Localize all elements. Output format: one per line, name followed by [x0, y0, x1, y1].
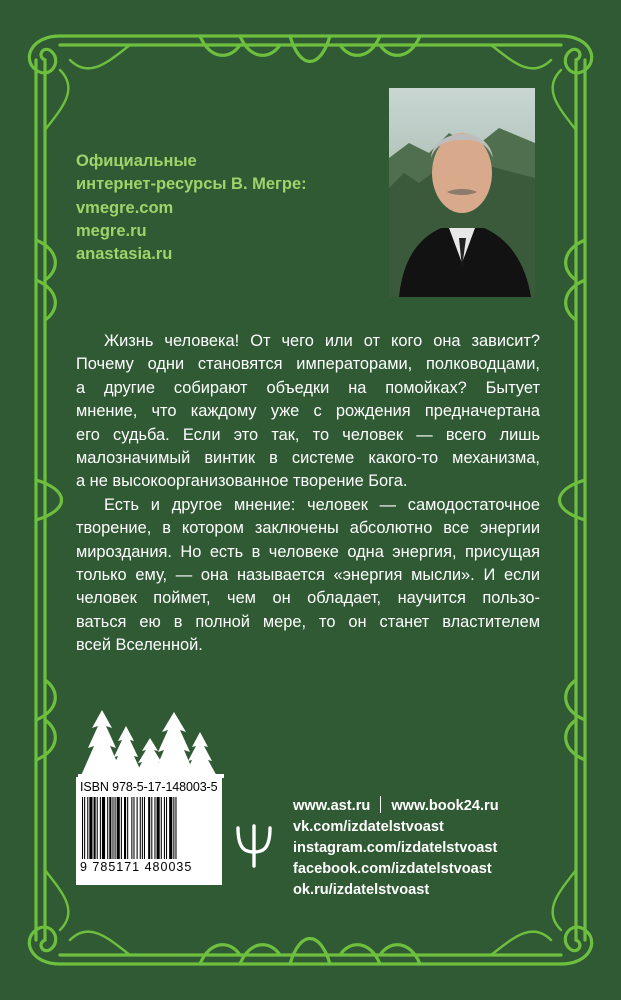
- text-line: а другие собирают объедки на помойках? Бытует: [76, 378, 540, 397]
- official-links: [76, 150, 376, 266]
- text-line: малозначимый винтик в системе какого-то механизма,: [76, 449, 540, 468]
- barcode-bar: [144, 797, 145, 859]
- barcode-bar: [164, 797, 165, 859]
- paragraph-2: [76, 494, 540, 658]
- barcode-bar: [166, 797, 167, 859]
- links-heading-line2: интернет-ресурсы В. Мегре:: [76, 175, 307, 194]
- text-line: а не высокоорганизованное творение Бога.: [76, 472, 408, 491]
- barcode-bar: [148, 797, 150, 859]
- text-line: всей Вселенной.: [76, 636, 203, 655]
- text-line: человек поймет, чем он обладает, научится пользо-: [76, 589, 540, 608]
- paragraph-1: [76, 330, 540, 494]
- barcode-bar: [131, 797, 132, 859]
- barcode-bar: [117, 797, 120, 859]
- barcode-bar: [169, 797, 172, 859]
- text-line: Жизнь человека! От чего или от кого она зависит?: [104, 332, 540, 350]
- annotation-text: [76, 330, 540, 658]
- barcode-bar: [127, 797, 128, 859]
- barcode-bar: [124, 797, 126, 859]
- barcode-bar: [175, 797, 176, 859]
- barcode-bar: [151, 797, 152, 859]
- link-vk[interactable]: vk.com/izdatelstvoast: [293, 819, 444, 835]
- link-facebook[interactable]: facebook.com/izdatelstvoast: [293, 861, 492, 877]
- barcode-bar: [142, 797, 143, 859]
- barcode-bar: [107, 797, 108, 859]
- text-line: мироздания. Но есть в человеке одна энергия, присущая: [76, 542, 540, 561]
- barcode: [80, 797, 218, 859]
- text-line: мнение, что каждому уже с рождения предначертана: [76, 402, 540, 421]
- fir-trees-icon: [78, 706, 224, 778]
- text-line: его судьба. Если это так, то человек — всего лишь: [76, 425, 540, 444]
- barcode-bar: [173, 797, 174, 859]
- link-anastasia[interactable]: anastasia.ru: [76, 245, 173, 264]
- barcode-bar: [140, 797, 141, 859]
- link-vmegre[interactable]: vmegre.com: [76, 198, 174, 217]
- publisher-links: [293, 796, 563, 901]
- barcode-bar: [112, 797, 113, 859]
- barcode-digits: 9 785171 480035: [80, 860, 193, 874]
- author-photo: [389, 88, 535, 297]
- barcode-bar: [94, 797, 96, 859]
- link-instagram[interactable]: instagram.com/izdatelstvoast: [293, 840, 498, 856]
- isbn-number: ISBN 978-5-17-148003-5: [80, 780, 218, 794]
- barcode-bar: [137, 797, 138, 859]
- barcode-bar: [100, 797, 101, 859]
- barcode-bar: [87, 797, 88, 859]
- barcode-bar: [115, 797, 116, 859]
- barcode-bar: [84, 797, 85, 859]
- link-megre[interactable]: megre.ru: [76, 221, 147, 240]
- divider: [380, 796, 381, 813]
- text-line: Есть и другое мнение: человек — самодостаточное: [104, 495, 540, 514]
- link-ok[interactable]: ok.ru/izdatelstvoast: [293, 882, 430, 898]
- barcode-bar: [154, 797, 155, 859]
- barcode-bar: [102, 797, 105, 859]
- publisher-sites-row: [293, 796, 563, 817]
- text-line: творение, в котором заключены абсолютно все энергии: [76, 519, 540, 538]
- barcode-bar: [157, 797, 160, 859]
- barcode-bar: [161, 797, 162, 859]
- isbn-barcode-block: [76, 777, 222, 885]
- barcode-bar: [82, 797, 83, 859]
- links-heading-line1: Официальные: [76, 152, 197, 170]
- text-line: Почему одни становятся императорами, полководцами,: [76, 355, 540, 374]
- link-ast[interactable]: www.ast.ru: [293, 798, 371, 814]
- barcode-bar: [97, 797, 98, 859]
- barcode-bar: [109, 797, 111, 859]
- link-book24[interactable]: www.book24.ru: [391, 798, 499, 814]
- text-line: только ему, — она называется «энергия мысли». И если: [76, 566, 540, 585]
- barcode-bar: [89, 797, 92, 859]
- psi-logo-icon: [234, 822, 274, 868]
- text-line: ваться ею в полной мере, то он станет властителем: [76, 612, 540, 631]
- barcode-bar: [121, 797, 122, 859]
- barcode-bar: [133, 797, 134, 859]
